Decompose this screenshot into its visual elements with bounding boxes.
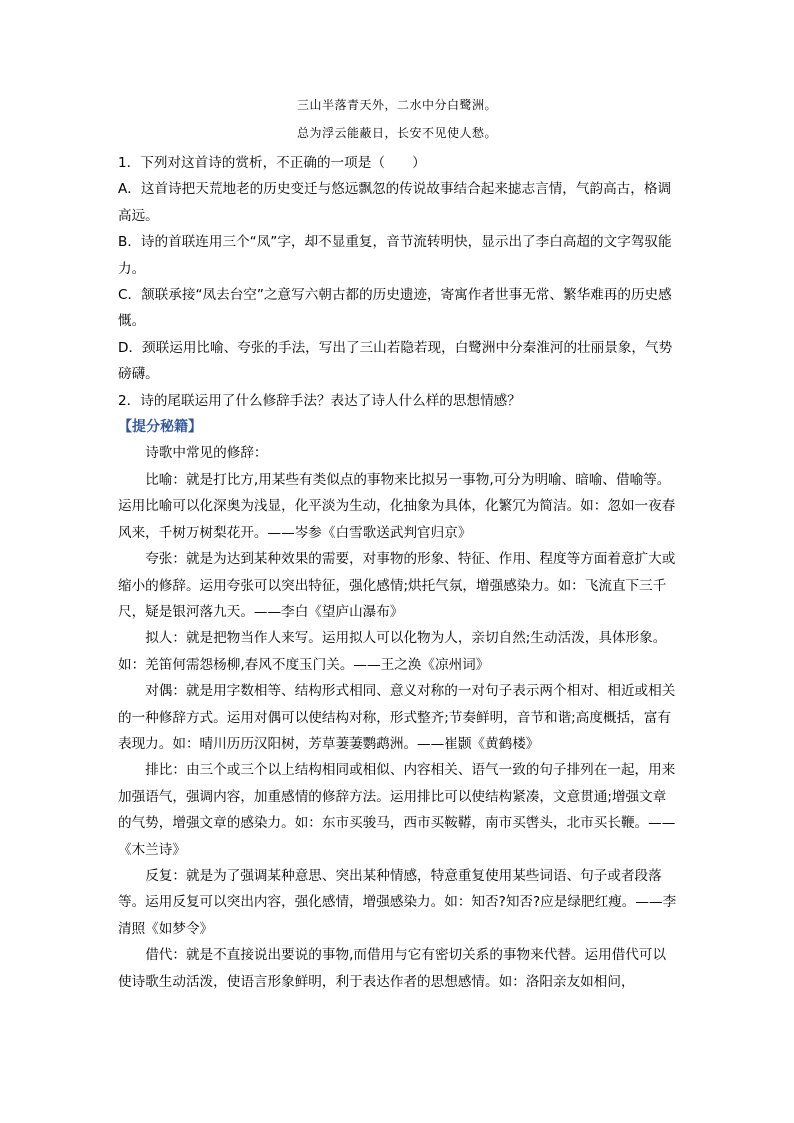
tip-antithesis: 对偶：就是用字数相等、结构形式相同、意义对称的一对句子表示两个相对、相近或相关的一种修辞方式。运用对偶可以使结构对称，形式整齐;节奏鲜明，音节和谐;高度概括，富有表现力。如：晴川历历汉阳树，芳草萋萋鹦鹉洲。——崔颢《黄鹤楼》 bbox=[118, 683, 676, 752]
tip-hyperbole: 夸张：就是为达到某种效果的需要，对事物的形象、特征、作用、程度等方面着意扩大或缩小的修辞。运用夸张可以突出特征，强化感情;烘托气氛，增强感染力。如：飞流直下三千尺，疑是银河落九天。——李白《望庐山瀑布》 bbox=[118, 551, 676, 620]
poem-line-2: 总为浮云能蔽日，长安不见使人愁。 bbox=[296, 126, 497, 140]
document-body bbox=[118, 150, 678, 995]
tip-metaphor: 比喻：就是打比方,用某些有类似点的事物来比拟另一事物,可分为明喻、暗喻、借喻等。运用比喻可以化深奥为浅显，化平淡为生动，化抽象为具体，化繁冗为简洁。如：忽如一夜春风来，千树万树梨花开。——岑参《白雪歌送武判官归京》 bbox=[118, 471, 676, 541]
option-d: D．颈联运用比喻、夸张的手法，写出了三山若隐若现，白鹭洲中分秦淮河的壮丽景象，气势磅礴。 bbox=[118, 339, 673, 383]
option-c: C．颔联承接“凤去台空”之意写六朝古都的历史遗迹，寄寓作者世事无常、繁华难再的历史感慨。 bbox=[118, 287, 672, 330]
question-2: 2．诗的尾联运用了什么修辞手法？表达了诗人什么样的思想情感？ bbox=[118, 392, 521, 409]
tips-intro: 诗歌中常见的修辞： bbox=[145, 445, 268, 462]
tip-metonymy: 借代：就是不直接说出要说的事物,而借用与它有密切关系的事物来代替。运用借代可以使诗歌生动活泼，使语言形象鲜明，利于表达作者的思想感情。如：洛阳亲友如相问， bbox=[118, 947, 667, 990]
poem-line-1: 三山半落青天外，二水中分白鹭洲。 bbox=[296, 98, 497, 112]
option-b: B．诗的首联连用三个“凤”字，却不显重复，音节流转明快，显示出了李白高超的文字驾驭能力。 bbox=[118, 234, 672, 277]
tip-repetition: 反复：就是为了强调某种意思、突出某种情感，特意重复使用某些词语、句子或者段落等。运用反复可以突出内容，强化感情，增强感染力。如：知否?知否?应是绿肥红瘦。——李清照《如梦令》 bbox=[118, 867, 677, 937]
tip-parallelism: 排比：由三个或三个以上结构相同或相似、内容相关、语气一致的句子排列在一起，用来加强语气，强调内容，加重感情的修辞方法。运用排比可以使结构紧凑，文意贯通;增强文章的气势，增强文章的感染力。如：东市买骏马，西市买鞍鞯，南市买辔头，北市买长鞭。——《木兰诗》 bbox=[118, 762, 676, 858]
option-a: A．这首诗把天荒地老的历史变迁与悠远飘忽的传说故事结合起来摅志言情，气韵高古，格调高远。 bbox=[118, 181, 672, 224]
tip-personification: 拟人：就是把物当作人来写。运用拟人可以化物为人，亲切自然;生动活泼，具体形象。如：羌笛何需怨杨柳,春风不度玉门关。——王之涣《凉州词》 bbox=[118, 630, 667, 673]
tips-heading: 【提分秘籍】 bbox=[118, 419, 202, 436]
question-1: 1．下列对这首诗的赏析，不正确的一项是（ ） bbox=[118, 155, 426, 171]
